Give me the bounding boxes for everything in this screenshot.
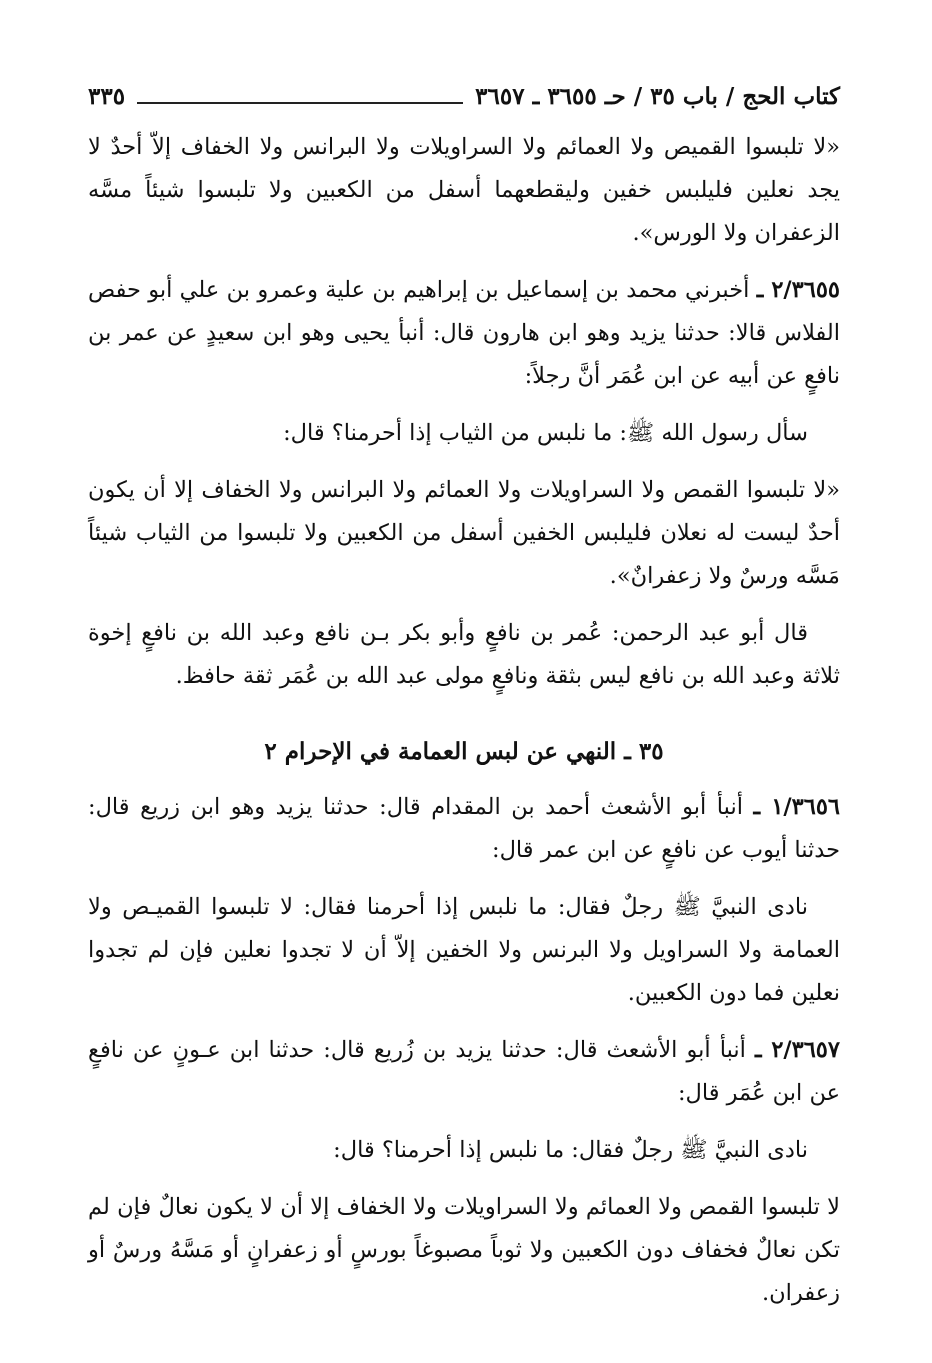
hadith-question: نادى النبيَّ ﷺ رجلٌ فقال: ما نلبس إذا أحرمنا؟ قال:	[333, 1137, 808, 1163]
running-title: كتاب الحج / باب ٣٥ / حـ ٣٦٥٥ ـ ٣٦٥٧	[475, 83, 840, 110]
header-rule	[137, 102, 463, 104]
author-comment: قال أبو عبد الرحمن: عُمر بن نافعٍ وأبو بكر بـن نافع وعبد الله بن نافعٍ إخوة ثلاثة وعبد الله بن نافع ليس بثقة ونافعٍ مولى عبد الله بن عُمَر ثقة حافظ.	[88, 620, 840, 689]
page-number: ٣٣٥	[88, 83, 126, 110]
hadith-matn: نادى النبيَّ ﷺ رجلٌ فقال: ما نلبس إذا أحرمنا فقال: لا تلبسوا القميـص ولا العمامة ولا السراويل ولا البرنس ولا الخفين إلاّ أن لا تجدوا نعلين فإن لم تجدوا نعلين فما دون الكعبين.	[88, 894, 840, 1006]
hadith-isnad: أنبأ أبو الأشعث أحمد بن المقدام قال: حدثنا يزيد وهو ابن زريع قال: حدثنا أيوب عن نافعٍ عن ابن عمر قال:	[88, 794, 840, 863]
hadith-3656	[88, 786, 840, 872]
chapter-heading: ٣٥ ـ النهي عن لبس العمامة في الإحرام ٢	[264, 738, 664, 765]
hadith-number: ٢/٣٦٥٥ ـ	[756, 277, 840, 303]
hadith-answer: «لا تلبسوا القمص ولا السراويلات ولا العمائم ولا البرانس ولا الخفاف إلا أن يكون أحدٌ ليست له نعلان فليلبس الخفين أسفل من الكعبين ولا تلبسوا من الثياب شيئاً مَسَّه ورسٌ ولا زعفرانٌ».	[88, 477, 840, 589]
hadith-isnad: أخبرني محمد بن إسماعيل بن إبراهيم بن علية وعمرو بن علي أبو حفص الفلاس قالا: حدثنا يزيد وهو ابن هارون قال: أنبأ يحيى وهو ابن سعيدٍ عن عمر بن نافعٍ عن أبيه عن ابن عُمَر أنَّ رجلاً:	[88, 277, 840, 389]
hadith-number: ٢/٣٦٥٧ ـ	[754, 1037, 840, 1063]
hadith-number: ١/٣٦٥٦ ـ	[753, 794, 840, 820]
hadith-question: سأل رسول الله ﷺ: ما نلبس من الثياب إذا أحرمنا؟ قال:	[283, 420, 808, 446]
hadith-text-continued: «لا تلبسوا القميص ولا العمائم ولا السراويلات ولا البرانس ولا الخفاف إلاّ أحدٌ لا يجد نعلين فليلبس خفين وليقطعهما أسفل من الكعبين ولا تلبسوا شيئاً مسَّه الزعفران ولا الورس».	[88, 134, 840, 246]
hadith-3657	[88, 1029, 840, 1115]
hadith-matn: لا تلبسوا القمص ولا العمائم ولا السراويلات ولا الخفاف إلا أن لا يكون نعالٌ فإن لم تكن نعالٌ فخفاف دون الكعبين ولا ثوباً مصبوغاً بورسٍ أو زعفرانٍ أو مَسَّهُ ورسٌ أو زعفران.	[88, 1194, 840, 1306]
running-header	[88, 70, 840, 110]
hadith-3655	[88, 269, 840, 398]
hadith-isnad: أنبأ أبو الأشعث قال: حدثنا يزيد بن زُريع قال: حدثنا ابن عـونٍ عن نافعٍ عن ابن عُمَر قال:	[88, 1037, 840, 1106]
